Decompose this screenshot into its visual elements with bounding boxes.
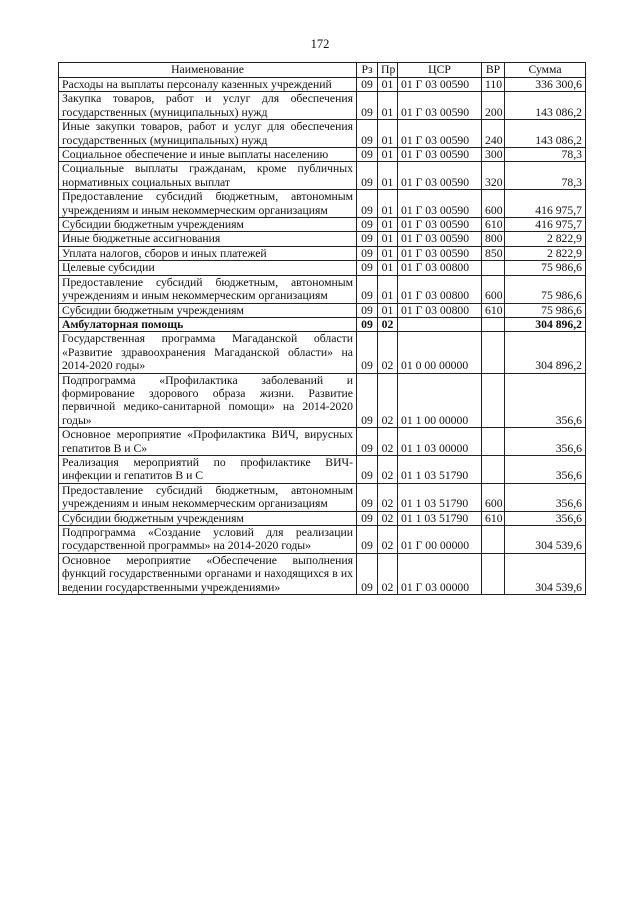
- cell-name: Субсидии бюджетным учреждениям: [59, 511, 357, 525]
- cell-rz: 09: [357, 455, 378, 483]
- cell-rz: 09: [357, 261, 378, 275]
- cell-csr: 01 Г 03 00590: [398, 92, 482, 120]
- cell-sum: 143 086,2: [505, 92, 586, 120]
- header-csr: ЦСР: [398, 63, 482, 78]
- cell-pr: 01: [378, 232, 398, 246]
- table-row: [59, 483, 586, 511]
- cell-vr: 800: [482, 232, 505, 246]
- cell-vr: 200: [482, 92, 505, 120]
- cell-vr: 850: [482, 246, 505, 260]
- table-row: [59, 455, 586, 483]
- cell-vr: 240: [482, 120, 505, 148]
- table-row: [59, 332, 586, 373]
- table-row: [59, 261, 586, 275]
- cell-pr: 01: [378, 190, 398, 218]
- table-header-row: [59, 63, 586, 78]
- cell-vr: [482, 428, 505, 456]
- cell-pr: 02: [378, 373, 398, 428]
- cell-csr: 01 Г 03 00800: [398, 275, 482, 303]
- header-vr: ВР: [482, 63, 505, 78]
- cell-csr: 01 Г 03 00590: [398, 218, 482, 232]
- cell-vr: 300: [482, 148, 505, 162]
- table-row: [59, 78, 586, 92]
- table-row: [59, 373, 586, 428]
- table-row: [59, 303, 586, 317]
- cell-pr: 02: [378, 553, 398, 594]
- header-pr: Пр: [378, 63, 398, 78]
- cell-csr: 01 Г 03 00590: [398, 232, 482, 246]
- cell-name: Целевые субсидии: [59, 261, 357, 275]
- table-row: [59, 246, 586, 260]
- cell-sum: 2 822,9: [505, 232, 586, 246]
- cell-pr: 01: [378, 218, 398, 232]
- cell-pr: 02: [378, 455, 398, 483]
- cell-rz: 09: [357, 190, 378, 218]
- cell-name: Подпрограмма «Создание условий для реализации государственной программы» на 2014-2020 годы»: [59, 526, 357, 554]
- cell-csr: 01 1 03 51790: [398, 511, 482, 525]
- cell-sum: 416 975,7: [505, 190, 586, 218]
- cell-vr: 610: [482, 511, 505, 525]
- cell-rz: 09: [357, 120, 378, 148]
- cell-rz: 09: [357, 232, 378, 246]
- table-row: [59, 553, 586, 594]
- cell-name: Иные закупки товаров, работ и услуг для обеспечения государственных (муниципальных) нужд: [59, 120, 357, 148]
- header-name: Наименование: [59, 63, 357, 78]
- cell-csr: 01 1 03 51790: [398, 455, 482, 483]
- cell-name: Социальное обеспечение и иные выплаты населению: [59, 148, 357, 162]
- cell-csr: [398, 317, 482, 331]
- cell-pr: 01: [378, 261, 398, 275]
- cell-rz: 09: [357, 526, 378, 554]
- cell-sum: 336 300,6: [505, 78, 586, 92]
- cell-rz: 09: [357, 332, 378, 373]
- cell-sum: 356,6: [505, 373, 586, 428]
- cell-pr: 02: [378, 428, 398, 456]
- cell-csr: 01 Г 03 00590: [398, 246, 482, 260]
- cell-name: Иные бюджетные ассигнования: [59, 232, 357, 246]
- cell-sum: 2 822,9: [505, 246, 586, 260]
- cell-csr: 01 Г 00 00000: [398, 526, 482, 554]
- table-row: [59, 190, 586, 218]
- header-rz: Рз: [357, 63, 378, 78]
- cell-rz: 09: [357, 483, 378, 511]
- cell-sum: 356,6: [505, 483, 586, 511]
- cell-sum: 304 896,2: [505, 317, 586, 331]
- cell-pr: 01: [378, 162, 398, 190]
- cell-csr: 01 Г 03 00800: [398, 303, 482, 317]
- cell-rz: 09: [357, 303, 378, 317]
- cell-pr: 02: [378, 332, 398, 373]
- cell-sum: 75 986,6: [505, 275, 586, 303]
- table-row: [59, 92, 586, 120]
- cell-vr: [482, 526, 505, 554]
- cell-name: Подпрограмма «Профилактика заболеваний и формирование здорового образа жизни. Развитие первичной медико-санитарной помощи» на 2014-2020 годы»: [59, 373, 357, 428]
- cell-rz: 09: [357, 246, 378, 260]
- table-row: [59, 120, 586, 148]
- cell-csr: 01 1 03 00000: [398, 428, 482, 456]
- cell-pr: 02: [378, 526, 398, 554]
- cell-csr: 01 0 00 00000: [398, 332, 482, 373]
- cell-csr: 01 Г 03 00590: [398, 120, 482, 148]
- cell-name: Основное мероприятие «Профилактика ВИЧ, вирусных гепатитов В и С»: [59, 428, 357, 456]
- cell-csr: 01 1 00 00000: [398, 373, 482, 428]
- cell-csr: 01 Г 03 00590: [398, 190, 482, 218]
- cell-rz: 09: [357, 553, 378, 594]
- page-number: 172: [310, 37, 330, 51]
- cell-sum: 356,6: [505, 455, 586, 483]
- cell-sum: 75 986,6: [505, 303, 586, 317]
- cell-csr: 01 Г 03 00590: [398, 148, 482, 162]
- cell-vr: [482, 553, 505, 594]
- cell-name: Государственная программа Магаданской области «Развитие здравоохранения Магаданской области» на 2014-2020 годы»: [59, 332, 357, 373]
- cell-name: Предоставление субсидий бюджетным, автономным учреждениям и иным некоммерческим организациям: [59, 190, 357, 218]
- cell-sum: 143 086,2: [505, 120, 586, 148]
- cell-sum: 416 975,7: [505, 218, 586, 232]
- cell-rz: 09: [357, 162, 378, 190]
- table-row: [59, 317, 586, 331]
- cell-sum: 78,3: [505, 148, 586, 162]
- cell-pr: 01: [378, 275, 398, 303]
- cell-name: Предоставление субсидий бюджетным, автономным учреждениям и иным некоммерческим организациям: [59, 275, 357, 303]
- cell-rz: 09: [357, 218, 378, 232]
- cell-rz: 09: [357, 78, 378, 92]
- cell-vr: 600: [482, 483, 505, 511]
- cell-pr: 02: [378, 317, 398, 331]
- cell-rz: 09: [357, 317, 378, 331]
- cell-rz: 09: [357, 148, 378, 162]
- cell-vr: 610: [482, 303, 505, 317]
- cell-name: Социальные выплаты гражданам, кроме публичных нормативных социальных выплат: [59, 162, 357, 190]
- cell-vr: [482, 455, 505, 483]
- cell-vr: 320: [482, 162, 505, 190]
- cell-csr: 01 Г 03 00800: [398, 261, 482, 275]
- cell-name: Основное мероприятие «Обеспечение выполнения функций государственными органами и находящихся в их ведении государственными учреждениями»: [59, 553, 357, 594]
- cell-name: Предоставление субсидий бюджетным, автономным учреждениям и иным некоммерческим организациям: [59, 483, 357, 511]
- cell-vr: [482, 332, 505, 373]
- cell-rz: 09: [357, 275, 378, 303]
- cell-name: Субсидии бюджетным учреждениям: [59, 303, 357, 317]
- header-sum: Сумма: [505, 63, 586, 78]
- cell-vr: [482, 261, 505, 275]
- cell-sum: 304 539,6: [505, 526, 586, 554]
- table-row: [59, 162, 586, 190]
- cell-pr: 01: [378, 78, 398, 92]
- cell-pr: 01: [378, 120, 398, 148]
- cell-vr: [482, 373, 505, 428]
- cell-sum: 304 896,2: [505, 332, 586, 373]
- table-row: [59, 428, 586, 456]
- cell-vr: [482, 317, 505, 331]
- cell-vr: 610: [482, 218, 505, 232]
- table-row: [59, 526, 586, 554]
- cell-vr: 110: [482, 78, 505, 92]
- cell-pr: 01: [378, 246, 398, 260]
- cell-rz: 09: [357, 373, 378, 428]
- table-row: [59, 218, 586, 232]
- cell-csr: 01 Г 03 00590: [398, 162, 482, 190]
- cell-csr: 01 Г 03 00590: [398, 78, 482, 92]
- cell-name: Закупка товаров, работ и услуг для обеспечения государственных (муниципальных) нужд: [59, 92, 357, 120]
- cell-rz: 09: [357, 92, 378, 120]
- cell-vr: 600: [482, 190, 505, 218]
- budget-table: [58, 62, 586, 595]
- cell-name: Расходы на выплаты персоналу казенных учреждений: [59, 78, 357, 92]
- cell-sum: 356,6: [505, 428, 586, 456]
- cell-pr: 01: [378, 303, 398, 317]
- cell-name: Амбулаторная помощь: [59, 317, 357, 331]
- cell-sum: 78,3: [505, 162, 586, 190]
- cell-pr: 02: [378, 511, 398, 525]
- cell-vr: 600: [482, 275, 505, 303]
- cell-rz: 09: [357, 428, 378, 456]
- table-row: [59, 148, 586, 162]
- cell-sum: 75 986,6: [505, 261, 586, 275]
- cell-rz: 09: [357, 511, 378, 525]
- table-row: [59, 511, 586, 525]
- table-row: [59, 232, 586, 246]
- table-body: [59, 78, 586, 595]
- cell-name: Уплата налогов, сборов и иных платежей: [59, 246, 357, 260]
- cell-sum: 356,6: [505, 511, 586, 525]
- cell-name: Реализация мероприятий по профилактике ВИЧ-инфекции и гепатитов В и С: [59, 455, 357, 483]
- table-row: [59, 275, 586, 303]
- cell-pr: 02: [378, 483, 398, 511]
- cell-name: Субсидии бюджетным учреждениям: [59, 218, 357, 232]
- cell-sum: 304 539,6: [505, 553, 586, 594]
- cell-pr: 01: [378, 92, 398, 120]
- cell-pr: 01: [378, 148, 398, 162]
- cell-csr: 01 Г 03 00000: [398, 553, 482, 594]
- cell-csr: 01 1 03 51790: [398, 483, 482, 511]
